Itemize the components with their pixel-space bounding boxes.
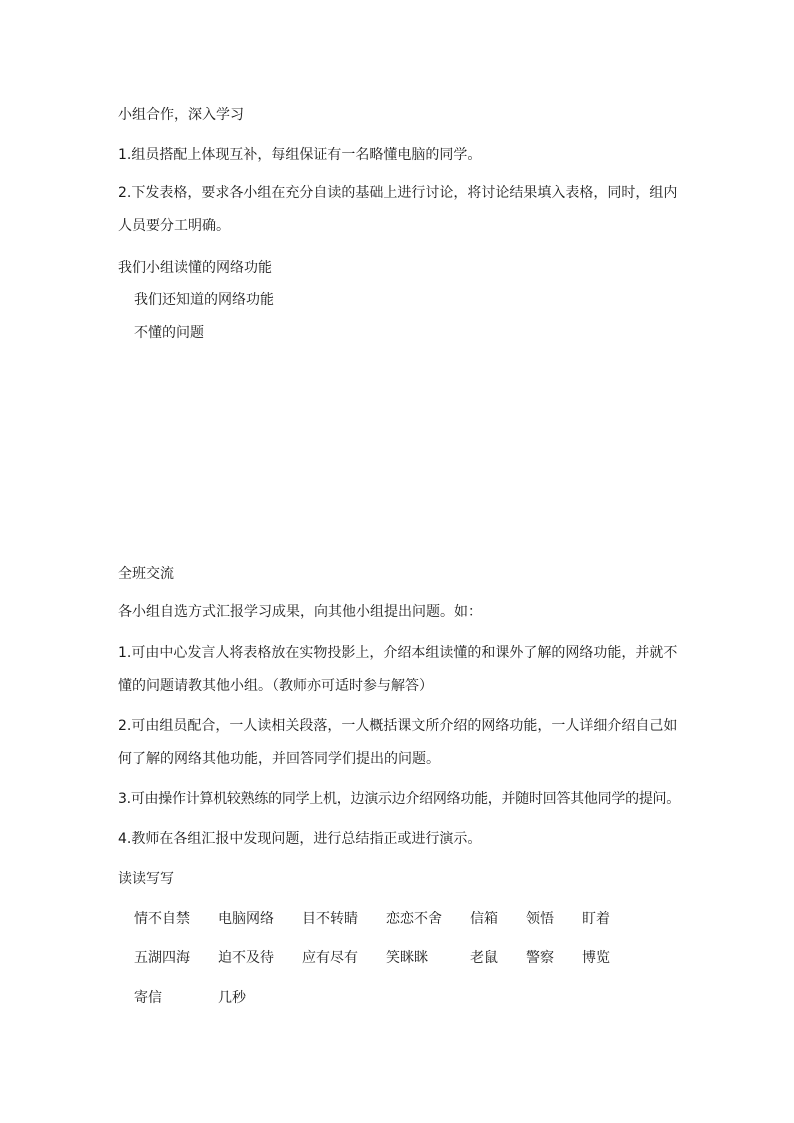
- vocab-word: 电脑网络: [218, 911, 274, 927]
- vocab-word: 迫不及待: [218, 950, 274, 966]
- paragraph-intro: 各小组自选方式汇报学习成果，向其他小组提出问题。如：: [118, 604, 482, 620]
- paragraph-exchange-4: 4.教师在各组汇报中发现问题，进行总结指正或进行演示。: [118, 831, 482, 847]
- paragraph-item-2-line-1: 2.下发表格，要求各小组在充分自读的基础上进行讨论，将讨论结果填入表格，同时，组内: [118, 185, 678, 201]
- vocab-word: 寄信: [134, 990, 162, 1006]
- vocab-word: 领悟: [526, 911, 554, 927]
- table-column-questions: 不懂的问题: [134, 325, 204, 341]
- vocab-word: 目不转睛: [302, 911, 358, 927]
- table-column-understood: 我们小组读懂的网络功能: [118, 260, 272, 276]
- vocab-word: 警察: [526, 950, 554, 966]
- vocab-word: 盯着: [582, 911, 610, 927]
- vocab-word: 应有尽有: [302, 950, 358, 966]
- paragraph-item-1: 1.组员搭配上体现互补，每组保证有一名略懂电脑的同学。: [118, 147, 482, 163]
- paragraph-exchange-3: 3.可由操作计算机较熟练的同学上机，边演示边介绍网络功能，并随时回答其他同学的提问。: [118, 791, 681, 807]
- table-column-known: 我们还知道的网络功能: [134, 292, 274, 308]
- vocab-word: 笑眯眯: [386, 950, 428, 966]
- section-heading-group-study: 小组合作，深入学习: [118, 107, 244, 123]
- section-heading-read-write: 读读写写: [118, 871, 174, 887]
- vocab-word: 信箱: [470, 911, 498, 927]
- paragraph-item-2-line-2: 人员要分工明确。: [118, 218, 230, 234]
- section-heading-class-exchange: 全班交流: [118, 566, 174, 582]
- paragraph-exchange-2-line-2: 何了解的网络其他功能，并回答同学们提出的问题。: [118, 751, 440, 767]
- vocab-word: 博览: [582, 950, 610, 966]
- vocab-word: 几秒: [218, 990, 246, 1006]
- vocab-word: 五湖四海: [134, 950, 190, 966]
- paragraph-exchange-1-line-2: 懂的问题请教其他小组。（教师亦可适时参与解答）: [118, 678, 433, 694]
- vocab-word: 恋恋不舍: [386, 911, 442, 927]
- paragraph-exchange-2-line-1: 2.可由组员配合，一人读相关段落，一人概括课文所介绍的网络功能，一人详细介绍自己如: [118, 718, 678, 734]
- paragraph-exchange-1-line-1: 1.可由中心发言人将表格放在实物投影上，介绍本组读懂的和课外了解的网络功能，并就不: [118, 645, 678, 661]
- vocab-word: 老鼠: [470, 950, 498, 966]
- vocab-word: 情不自禁: [134, 911, 190, 927]
